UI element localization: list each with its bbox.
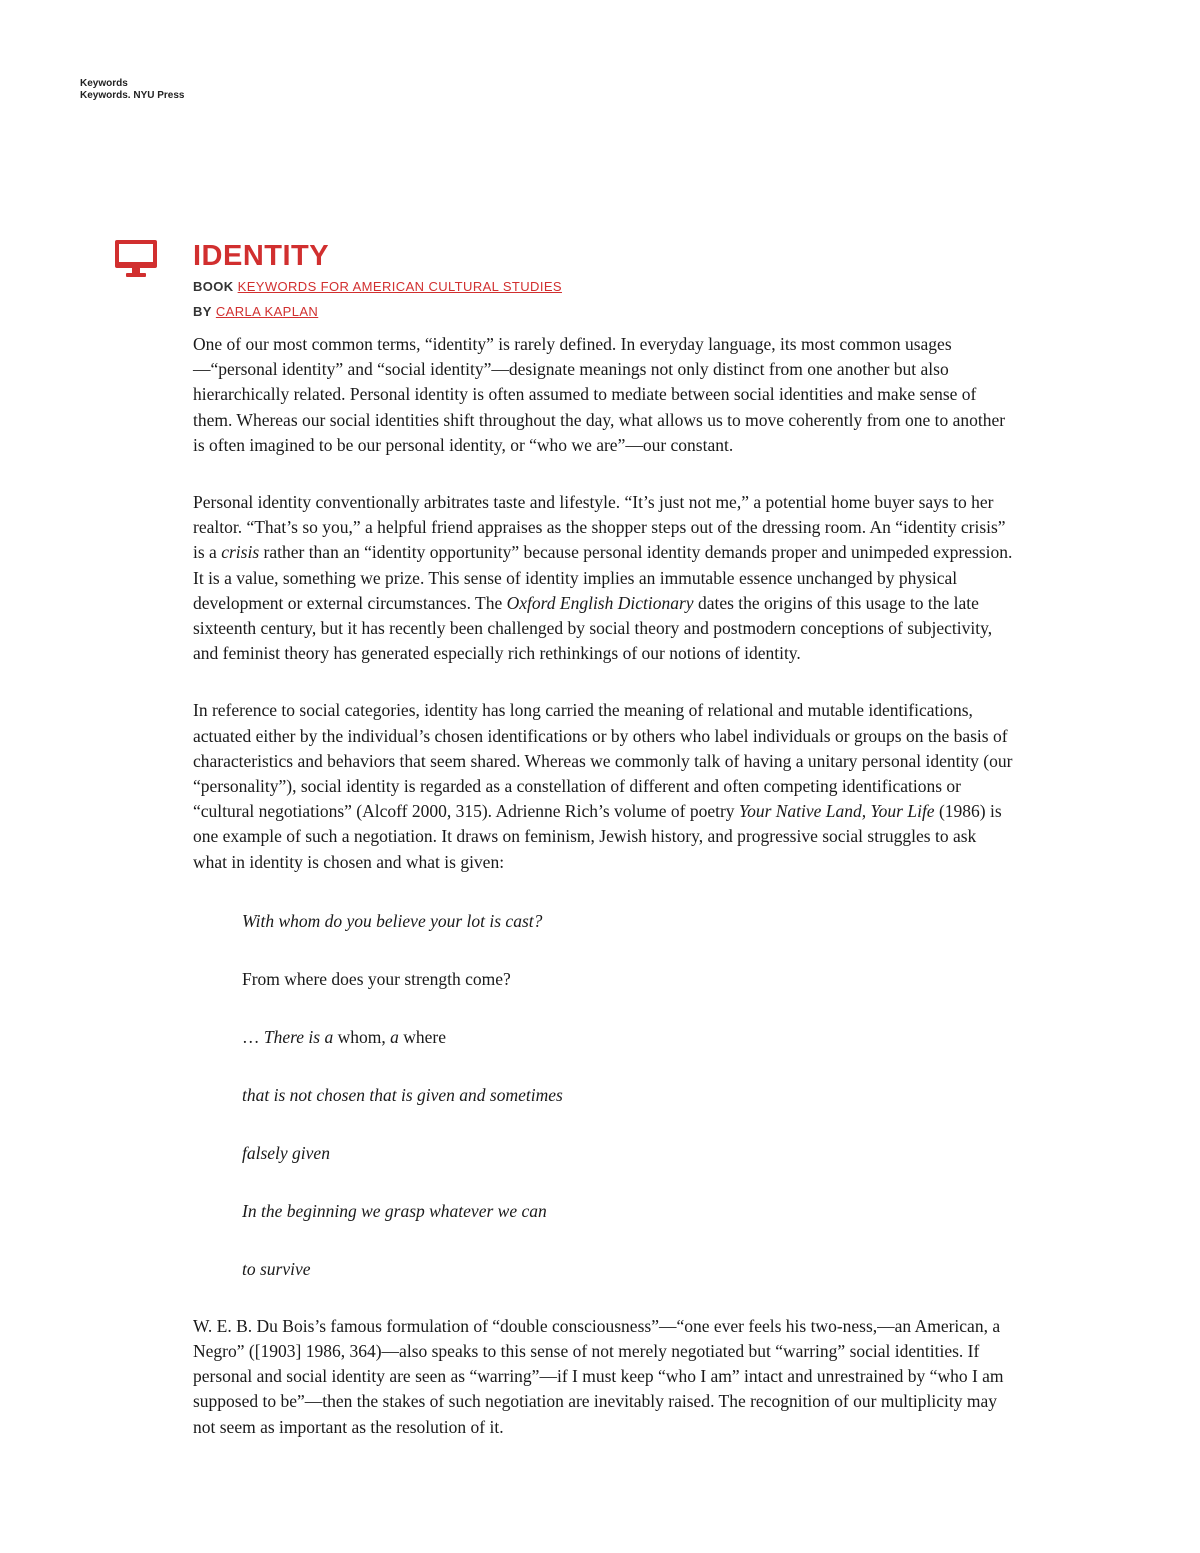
crisis-emphasis: crisis <box>221 542 260 563</box>
monitor-icon <box>115 240 157 278</box>
verse-line-7: to survive <box>242 1258 311 1279</box>
book-label: BOOK <box>193 279 234 294</box>
verse-line-4: that is not chosen that is given and sometimes <box>242 1084 563 1105</box>
verse-line-1: With whom do you believe your lot is cast? <box>242 910 543 931</box>
paragraph-2 <box>193 490 1013 666</box>
entry-title: IDENTITY <box>193 240 330 272</box>
by-label: BY <box>193 304 212 319</box>
paragraph-3 <box>193 698 1013 874</box>
paragraph-2-text-b: rather than an “identity opportunity” because personal identity demands proper and unimpeded expression. It is a value, something we prize. This sense of identity implies an immutable essence unchanged by physical development or external circumstances. The <box>193 542 1013 613</box>
running-head-line-1: Keywords <box>80 78 128 89</box>
paragraph-2-text-a: Personal identity conventionally arbitrates taste and lifestyle. “It’s just not me,” a potential home buyer says to her realtor. “That’s so you,” a helpful friend appraises as the shopper steps out of the dressing room. An “identity crisis” is a <box>193 492 1006 563</box>
verse-line-6: In the beginning we grasp whatever we can <box>242 1200 547 1221</box>
verse-line-3-a: There is a <box>263 1026 334 1047</box>
paragraph-1: One of our most common terms, “identity” is rarely defined. In everyday language, its most common usages —“personal identity” and “social identity”—designate meanings not only distinct from one another but also hierarchically related. Personal identity is often assumed to mediate between social identities and make sense of them. Whereas our social identities shift throughout the day, what allows us to move coherently from one to another is often imagined to be our personal identity, or “who we are”—our constant. <box>193 334 1006 455</box>
paragraph-3-text-a: In reference to social categories, identity has long carried the meaning of relational and mutable identifications, actuated either by the individual’s chosen identifications or by others who label individuals or groups on the basis of characteristics and behaviors that seem shared. Whereas we commonly talk of having a unitary personal identity (our “personality”), social identity is regarded as a constellation of different and often competing identifications or “cultural negotiations” (Alcoff 2000, 315). Adrienne Rich’s volume of poetry <box>193 700 1013 822</box>
verse-line-5: falsely given <box>242 1142 330 1163</box>
book-line <box>193 274 1013 299</box>
paragraph-3-text-b: (1986) is one example of such a negotiation. It draws on feminism, Jewish history, and progressive social struggles to ask what in identity is chosen and what is given: <box>193 801 1002 872</box>
paragraph-4: W. E. B. Du Bois’s famous formulation of “double consciousness”—“one ever feels his two-ness,—an American, a Negro” ([1903] 1986, 364)—also speaks to this sense of not merely negotiated but “warring” social identities. If personal and social identity are seen as “warring”—if I must keep “who I am” intact and unrestrained by “who I am supposed to be”—then the stakes of such negotiation are inevitably raised. The recognition of our multiplicity may not seem as important as the resolution of it. <box>193 1315 1004 1437</box>
paragraph-2-text-c: dates the origins of this usage to the late sixteenth century, but it has recently been challenged by social theory and postmodern conceptions of subjectivity, and feminist theory has generated especially rich rethinkings of our notions of identity. <box>193 592 993 664</box>
running-head <box>80 78 185 102</box>
author-line <box>193 299 1013 324</box>
oed-title: Oxford English Dictionary <box>506 592 694 613</box>
verse-line-3-c: a <box>390 1026 399 1047</box>
verse-line-2: From where does your strength come? <box>242 968 511 989</box>
author-link[interactable]: CARLA KAPLAN <box>215 304 319 319</box>
verse-line-3-d: where <box>398 1026 446 1047</box>
running-head-line-2: Keywords. NYU Press <box>80 90 185 101</box>
article <box>193 238 1013 1440</box>
book-title-link[interactable]: KEYWORDS FOR AMERICAN CULTURAL STUDIES <box>237 279 562 294</box>
verse-line-3-ellipsis: … <box>242 1026 264 1047</box>
verse-line-3-b: whom, <box>333 1026 391 1047</box>
verse-line-3 <box>242 1025 1013 1049</box>
poem-quote <box>242 909 1013 1281</box>
rich-book-title: Your Native Land, Your Life <box>738 801 935 822</box>
